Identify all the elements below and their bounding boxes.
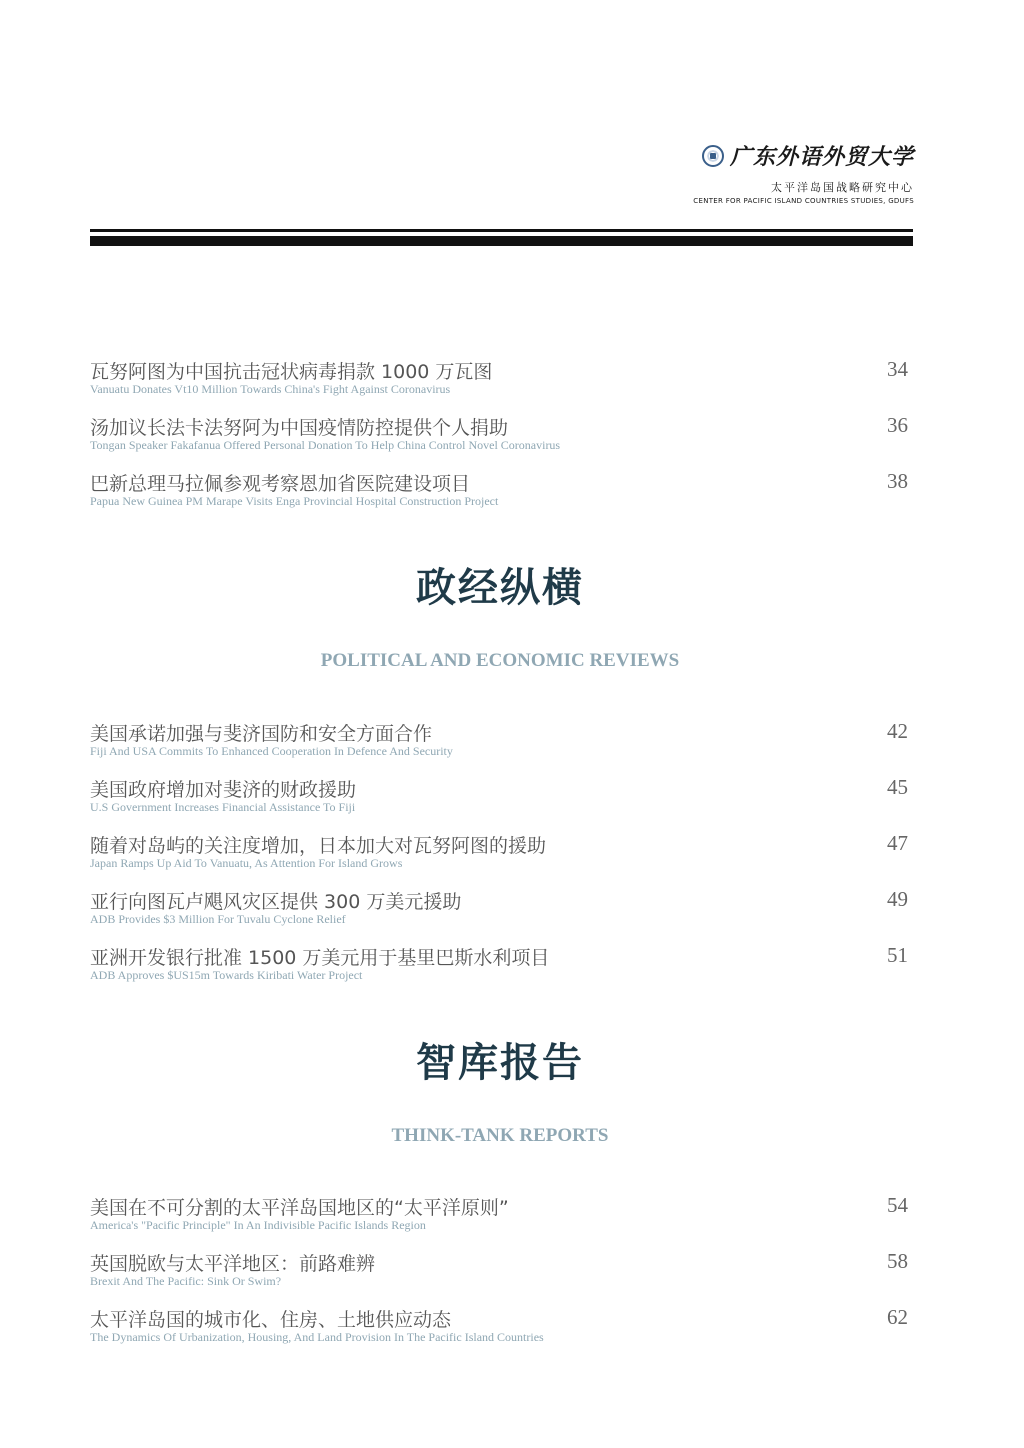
- university-logo: [614, 140, 914, 171]
- toc-entry-page-number: 42: [887, 719, 908, 743]
- toc-entry-title-en: Tongan Speaker Fakafanua Offered Personal Donation To Help China Control Novel Coronavirus: [90, 438, 561, 452]
- center-name-cn: 太平洋岛国战略研究中心: [771, 181, 914, 194]
- toc-entry[interactable]: [90, 413, 910, 463]
- toc-entry-page-number: 36: [887, 413, 908, 437]
- toc-entry-title-cn: 亚行向图瓦卢飓风灾区提供 300 万美元援助: [90, 891, 462, 913]
- toc-entry-title-en: ADB Approves $US15m Towards Kiribati Water Project: [90, 968, 363, 982]
- toc-entry-page-number: 54: [887, 1193, 908, 1217]
- section-title-thinktank: 智库报告: [416, 1039, 584, 1086]
- section-title-political: 政经纵横: [416, 564, 584, 611]
- toc-entry[interactable]: [90, 775, 910, 825]
- toc-entry-title-cn: 美国在不可分割的太平洋岛国地区的“太平洋原则”: [90, 1197, 509, 1219]
- toc-entry-title-cn: 汤加议长法卡法努阿为中国疫情防控提供个人捐助: [90, 417, 509, 439]
- center-name-en: CENTER FOR PACIFIC ISLAND COUNTRIES STUDIES, GDUFS: [693, 197, 914, 205]
- toc-entry-page-number: 51: [887, 943, 908, 967]
- toc-entry-page-number: 38: [887, 469, 908, 493]
- toc-entry-title-cn: 美国承诺加强与斐济国防和安全方面合作: [90, 723, 433, 745]
- header-rule-thick: [90, 236, 913, 246]
- section-subtitle-thinktank: THINK-TANK REPORTS: [391, 1125, 609, 1146]
- toc-entry[interactable]: [90, 887, 910, 937]
- toc-entry-title-en: The Dynamics Of Urbanization, Housing, And Land Provision In The Pacific Island Countries: [90, 1330, 544, 1344]
- toc-entry[interactable]: [90, 469, 910, 519]
- toc-entry-title-en: ADB Provides $3 Million For Tuvalu Cyclone Relief: [90, 912, 346, 926]
- toc-entry[interactable]: [90, 1193, 910, 1243]
- toc-entry-title-en: Papua New Guinea PM Marape Visits Enga Provincial Hospital Construction Project: [90, 494, 499, 508]
- toc-entry-page-number: 34: [887, 357, 908, 381]
- toc-entry-page-number: 58: [887, 1249, 908, 1273]
- toc-entry-title-cn: 英国脱欧与太平洋地区：前路难辨: [90, 1253, 376, 1275]
- toc-entry[interactable]: [90, 831, 910, 881]
- toc-entry[interactable]: [90, 719, 910, 769]
- toc-entry-page-number: 47: [887, 831, 908, 855]
- toc-entry-title-en: Vanuatu Donates Vt10 Million Towards China's Fight Against Coronavirus: [90, 382, 451, 396]
- university-name: 广东外语外贸大学: [729, 144, 914, 170]
- section-subtitle-political: POLITICAL AND ECONOMIC REVIEWS: [320, 650, 680, 671]
- page-header: [614, 140, 914, 205]
- toc-entry-title-cn: 瓦努阿图为中国抗击冠状病毒捐款 1000 万瓦图: [90, 361, 493, 383]
- toc-entry-page-number: 62: [887, 1305, 908, 1329]
- toc-entry-title-cn: 美国政府增加对斐济的财政援助: [90, 779, 357, 801]
- toc-entry-page-number: 49: [887, 887, 908, 911]
- toc-entry-page-number: 45: [887, 775, 908, 799]
- toc-entry-title-cn: 太平洋岛国的城市化、住房、土地供应动态: [90, 1309, 452, 1331]
- toc-entry-title-en: Fiji And USA Commits To Enhanced Cooperation In Defence And Security: [90, 744, 453, 758]
- toc-entry-title-en: U.S Government Increases Financial Assistance To Fiji: [90, 800, 356, 814]
- toc-entry-title-en: Japan Ramps Up Aid To Vanuatu, As Attention For Island Grows: [90, 856, 403, 870]
- header-rule-thin: [90, 229, 913, 232]
- toc-entry[interactable]: [90, 1249, 910, 1299]
- toc-entry-title-en: Brexit And The Pacific: Sink Or Swim?: [90, 1274, 282, 1288]
- toc-entry-title-cn: 随着对岛屿的关注度增加，日本加大对瓦努阿图的援助: [90, 835, 547, 857]
- toc-entry[interactable]: [90, 943, 910, 993]
- toc-entry-title-cn: 亚洲开发银行批准 1500 万美元用于基里巴斯水利项目: [90, 947, 550, 969]
- toc-entry-title-cn: 巴新总理马拉佩参观考察恩加省医院建设项目: [90, 473, 471, 495]
- toc-entry-title-en: America's "Pacific Principle" In An Indivisible Pacific Islands Region: [90, 1218, 426, 1232]
- toc-entry[interactable]: [90, 357, 910, 407]
- university-seal-icon: [702, 145, 724, 167]
- toc-entry[interactable]: [90, 1305, 910, 1355]
